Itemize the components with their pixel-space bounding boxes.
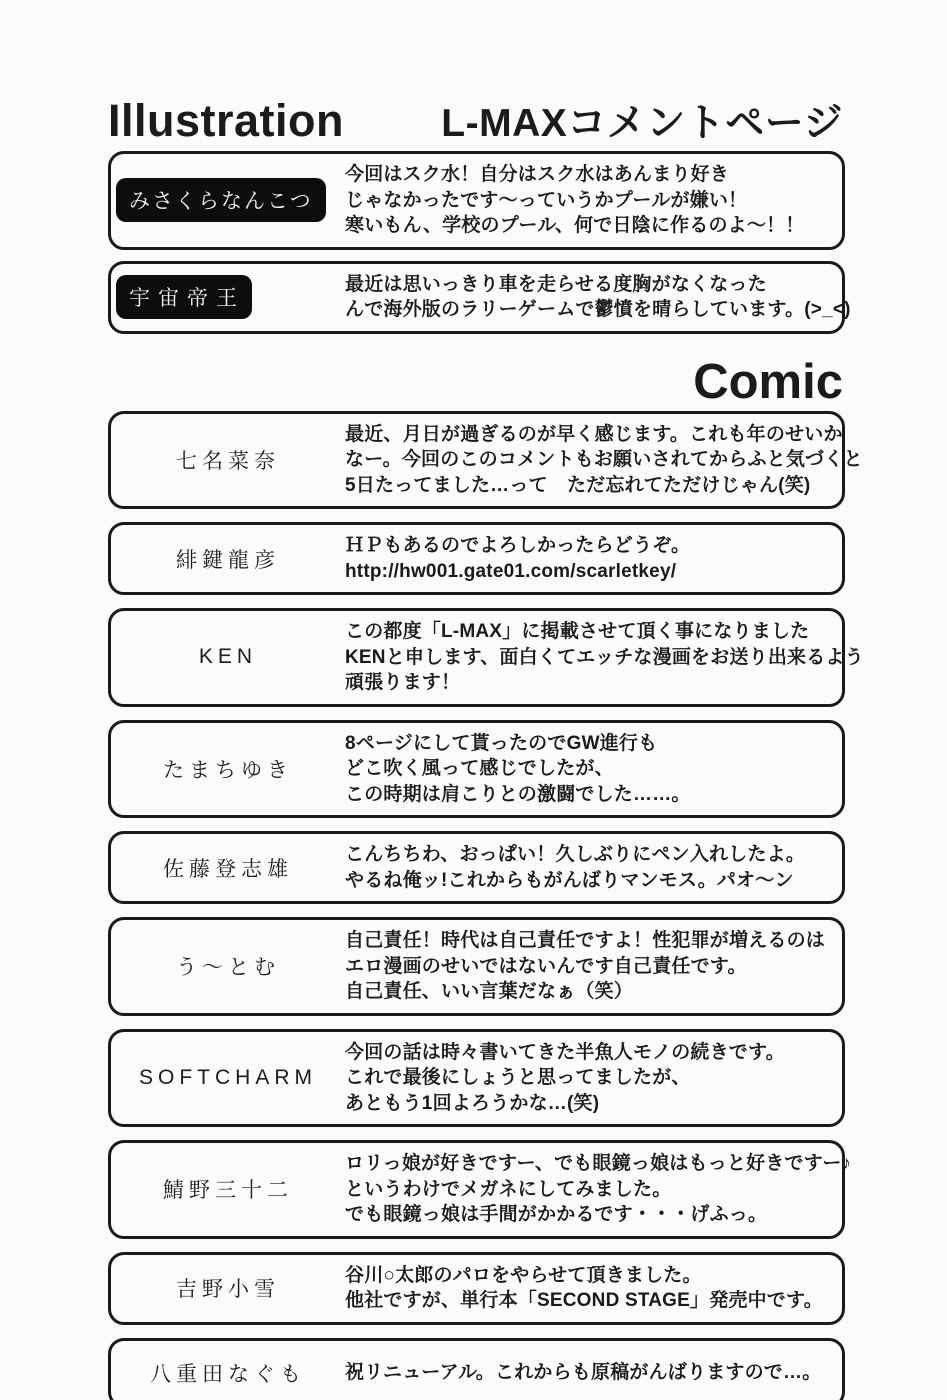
comment-line: こんちちわ、おっぱい！久しぶりにペン入れしたよ。 (345, 844, 806, 865)
comment-line: 自己責任、いい言葉だなぁ（笑） (345, 981, 634, 1002)
artist-name-column (111, 544, 345, 574)
comment-line: どこ吹く風って感じでしたが、 (345, 758, 614, 779)
artist-comment (345, 723, 842, 816)
artist-name-column (111, 1273, 345, 1303)
artist-name-pill: 宇宙帝王 (116, 275, 252, 319)
artist-comment (345, 264, 861, 331)
illustration-entry-box (108, 261, 851, 334)
comment-line: 5日たってました…って ただ忘れてただけじゃん(笑) (345, 474, 811, 496)
comment-line: やるね俺ッ!これからもがんばりマンモス。パオ～ン (345, 869, 794, 891)
comic-entry-box (108, 1029, 845, 1128)
artist-name: KEN (198, 645, 258, 669)
artist-comment (345, 920, 842, 1013)
artist-comment (345, 834, 842, 901)
comment-line: なー。今回のこのコメントもお願いされてからふと気づくと (345, 449, 863, 470)
comic-section (108, 411, 864, 1400)
comment-line: この都度「L-MAX」に掲載させて頂く事になりました (345, 621, 810, 642)
artist-name-column (111, 1174, 345, 1204)
artist-name-column (111, 645, 345, 669)
illustration-entry-box (108, 151, 845, 250)
comment-line: http://hw001.gate01.com/scarletkey/ (345, 560, 677, 582)
artist-name-column (111, 1066, 345, 1090)
artist-comment (345, 1352, 842, 1394)
artist-name-column (111, 853, 345, 883)
artist-name: う～とむ (176, 956, 280, 980)
comment-line: 今回はスク水！自分はスク水はあんまり好き (345, 164, 730, 185)
comment-line: でも眼鏡っ娘は手間がかかるです・・・げふっ。 (345, 1204, 768, 1225)
comment-line: ロリっ娘が好きですー、でも眼鏡っ娘はもっと好きですー♪ (345, 1153, 852, 1174)
lmax-page-title: L-MAXコメントページ (441, 102, 843, 145)
artist-name: 佐藤登志雄 (163, 857, 293, 881)
comic-entry-box (108, 608, 864, 707)
comment-line: じゃなかったです～っていうかプールが嫌い！ (345, 189, 748, 211)
comment-line: 8ページにして貰ったのでGW進行も (345, 732, 658, 754)
comic-entry-box (108, 522, 845, 595)
artist-name: 七名菜奈 (176, 449, 280, 473)
comment-line: 頑張ります！ (345, 672, 461, 693)
comic-entry-box (108, 831, 845, 904)
comment-line: というわけでメガネにしてみました。 (345, 1178, 672, 1200)
comment-line: 他社ですが、単行本「SECOND STAGE」発売中です。 (345, 1290, 823, 1311)
comment-line: KENと申します、面白くてエッチな漫画をお送り出来るよう (345, 646, 864, 668)
comic-entry-box (108, 1338, 845, 1400)
comment-line: 祝リニューアル。これからも原稿がんばりますので…。 (345, 1361, 822, 1383)
artist-name: SOFTCHARM (139, 1065, 317, 1089)
comment-line: 最近は思いっきり車を走らせる度胸がなくなった (345, 273, 767, 295)
comic-entry-box (108, 1252, 845, 1325)
artist-comment (345, 611, 874, 704)
artist-comment (345, 1255, 842, 1322)
comment-line: んで海外版のラリーゲームで鬱憤を晴らしています。(>_<) (345, 299, 851, 320)
artist-comment (345, 154, 842, 247)
comment-line: あともう1回よろうかな…(笑) (345, 1092, 600, 1114)
artist-name: たまちゆき (163, 758, 293, 782)
comment-line: 最近、月日が過ぎるのが早く感じます。これも年のせいか (345, 423, 843, 445)
comment-line: この時期は肩こりとの激闘でした……。 (345, 783, 691, 805)
header-row (108, 95, 843, 146)
artist-name-column (111, 178, 345, 222)
comic-section-title: Comic (693, 354, 843, 409)
illustration-section (108, 151, 851, 334)
artist-comment (345, 525, 842, 592)
artist-name: 吉野小雪 (176, 1278, 280, 1301)
comment-line: 谷川○太郎のパロをやらせて頂きました。 (345, 1264, 702, 1286)
comment-line: ＨＰもあるのでよろしかったらどうぞ。 (345, 535, 691, 556)
artist-name: 八重田なぐも (150, 1362, 306, 1386)
artist-comment (345, 1143, 861, 1236)
artist-name-pill: みさくらなんこつ (116, 178, 326, 222)
artist-name-column (111, 445, 345, 475)
comment-line: これで最後にしょうと思ってましたが、 (345, 1067, 691, 1088)
artist-name-column (111, 951, 345, 981)
comment-line: 今回の話は時々書いてきた半魚人モノの続きです。 (345, 1041, 785, 1063)
comic-entry-box (108, 411, 863, 510)
illustration-section-title: Illustration (108, 95, 345, 146)
comment-line: 寒いもん、学校のプール、何で日陰に作るのよ～！！ (345, 215, 805, 236)
artist-name-column (111, 275, 345, 319)
comment-line: 自己責任！時代は自己責任ですよ！性犯罪が増えるのは (345, 930, 826, 951)
comic-entry-box (108, 917, 845, 1016)
artist-name: 鯖野三十二 (163, 1179, 293, 1203)
comment-line: エロ漫画のせいではないんです自己責任です。 (345, 955, 747, 977)
comic-entry-box (108, 1140, 852, 1239)
artist-name: 緋鍵龍彦 (176, 548, 280, 572)
artist-comment (345, 1032, 842, 1125)
artist-name-column (111, 754, 345, 784)
artist-name-column (111, 1358, 345, 1388)
comic-entry-box (108, 720, 845, 819)
artist-comment (345, 414, 873, 507)
